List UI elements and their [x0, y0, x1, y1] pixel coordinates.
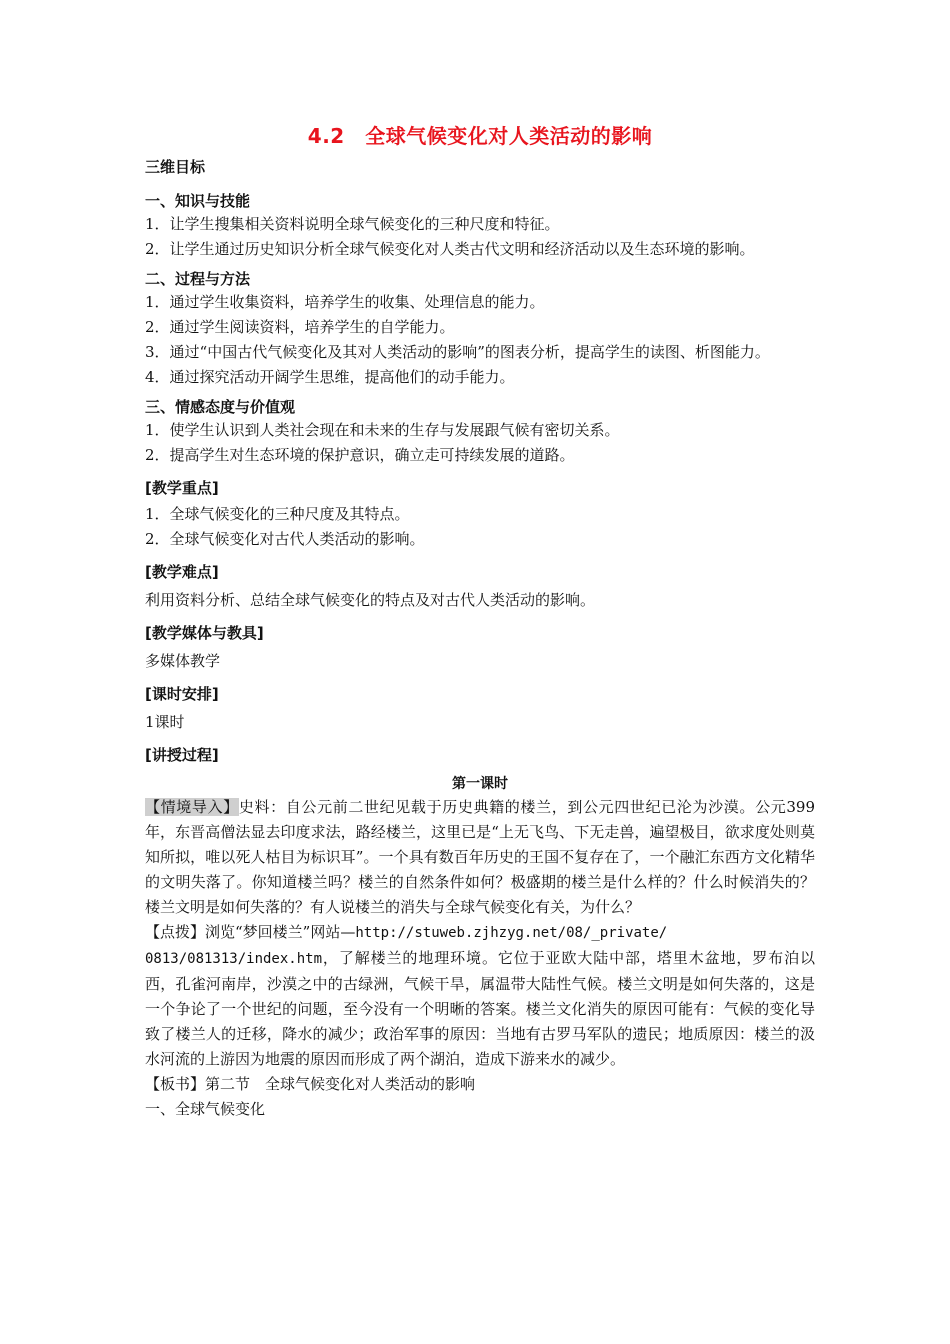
tip-url-part-1[interactable]: http://stuweb.zjhzyg.net/08/_private/ [355, 925, 668, 941]
tip-text-b: ，了解楼兰的地理环境。它位于亚欧大陆中部，塔里木盆地，罗布泊以西，孔雀河南岸，沙漠之中的古绿洲，气候干旱，属温带大陆性气候。楼兰文明是如何失落的，这是一个争论了一个世纪的问题，至今没有一个明晰的答案。楼兰文化消失的原因可能有：气候的变化导致了楼兰人的迁移，降水的减少；政治军事的原因：当地有古罗马军队的遗民；地质原因：楼兰的汲水河流的上游因为地震的原因而形成了两个湖泊，造成下游来水的减少。 [145, 949, 815, 1068]
attitude-item: 2．提高学生对生态环境的保护意识，确立走可持续发展的道路。 [145, 446, 575, 464]
process-item: 4．通过探究活动开阔学生思维，提高他们的动手能力。 [145, 368, 515, 386]
board-tag: 【板书】 [145, 1075, 206, 1093]
difficulty-heading: [教学难点] [145, 563, 219, 581]
schedule-heading: [课时安排] [145, 685, 219, 703]
media-text: 多媒体教学 [145, 652, 221, 670]
board-item: 一、全球气候变化 [145, 1100, 266, 1118]
board-text: 第二节 全球气候变化对人类活动的影响 [205, 1075, 476, 1093]
key-point-item: 2．全球气候变化对古代人类活动的影响。 [145, 530, 425, 548]
difficulty-text: 利用资料分析、总结全球气候变化的特点及对古代人类活动的影响。 [145, 591, 596, 609]
goals-heading: 三维目标 [145, 158, 206, 176]
process-item: 3．通过“中国古代气候变化及其对人类活动的影响”的图表分析，提高学生的读图、析图能力。 [145, 343, 770, 361]
lesson-title: 第一课时 [452, 776, 508, 792]
intro-tag: 【情境导入】 [145, 798, 239, 816]
tip-paragraph [145, 920, 815, 1072]
tip-tag: 【点拨】 [145, 923, 206, 941]
knowledge-heading: 一、知识与技能 [145, 192, 251, 210]
knowledge-item: 2．让学生通过历史知识分析全球气候变化对人类古代文明和经济活动以及生态环境的影响。 [145, 240, 755, 258]
process-item: 2．通过学生阅读资料，培养学生的自学能力。 [145, 318, 455, 336]
schedule-text: 1课时 [145, 713, 185, 731]
attitude-heading: 三、情感态度与价值观 [145, 398, 296, 416]
tip-text-a: 浏览“梦回楼兰”网站— [205, 923, 356, 941]
knowledge-item: 1．让学生搜集相关资料说明全球气候变化的三种尺度和特征。 [145, 215, 560, 233]
document-page [145, 120, 815, 1122]
document-title: 4.2 全球气候变化对人类活动的影响 [307, 124, 653, 148]
attitude-item: 1．使学生认识到人类社会现在和未来的生存与发展跟气候有密切关系。 [145, 421, 620, 439]
tip-url-part-2[interactable]: 0813/081313/index.htm [145, 951, 323, 967]
process-item: 1．通过学生收集资料，培养学生的收集、处理信息的能力。 [145, 293, 545, 311]
key-point-item: 1．全球气候变化的三种尺度及其特点。 [145, 505, 410, 523]
key-points-heading: [教学重点] [145, 479, 219, 497]
intro-text: 史料：自公元前二世纪见载于历史典籍的楼兰，到公元四世纪已沦为沙漠。公元399 年，东晋高僧法显去印度求法，路经楼兰，这里已是“上无飞鸟、下无走兽，遍望极目，欲求度处则莫知所拟，唯以死人枯目为标识耳”。一个具有数百年历史的王国不复存在了，一个融汇东西方文化精华的文明失落了。你知道楼兰吗？楼兰的自然条件如何？极盛期的楼兰是什么样的？什么时候消失的？楼兰文明是如何失落的？有人说楼兰的消失与全球气候变化有关，为什么？ [145, 798, 815, 916]
media-heading: [教学媒体与教具] [145, 624, 264, 642]
process-heading: 二、过程与方法 [145, 270, 251, 288]
teaching-process-heading: [讲授过程] [145, 746, 219, 764]
intro-paragraph [145, 795, 815, 920]
board-paragraph [145, 1072, 815, 1097]
